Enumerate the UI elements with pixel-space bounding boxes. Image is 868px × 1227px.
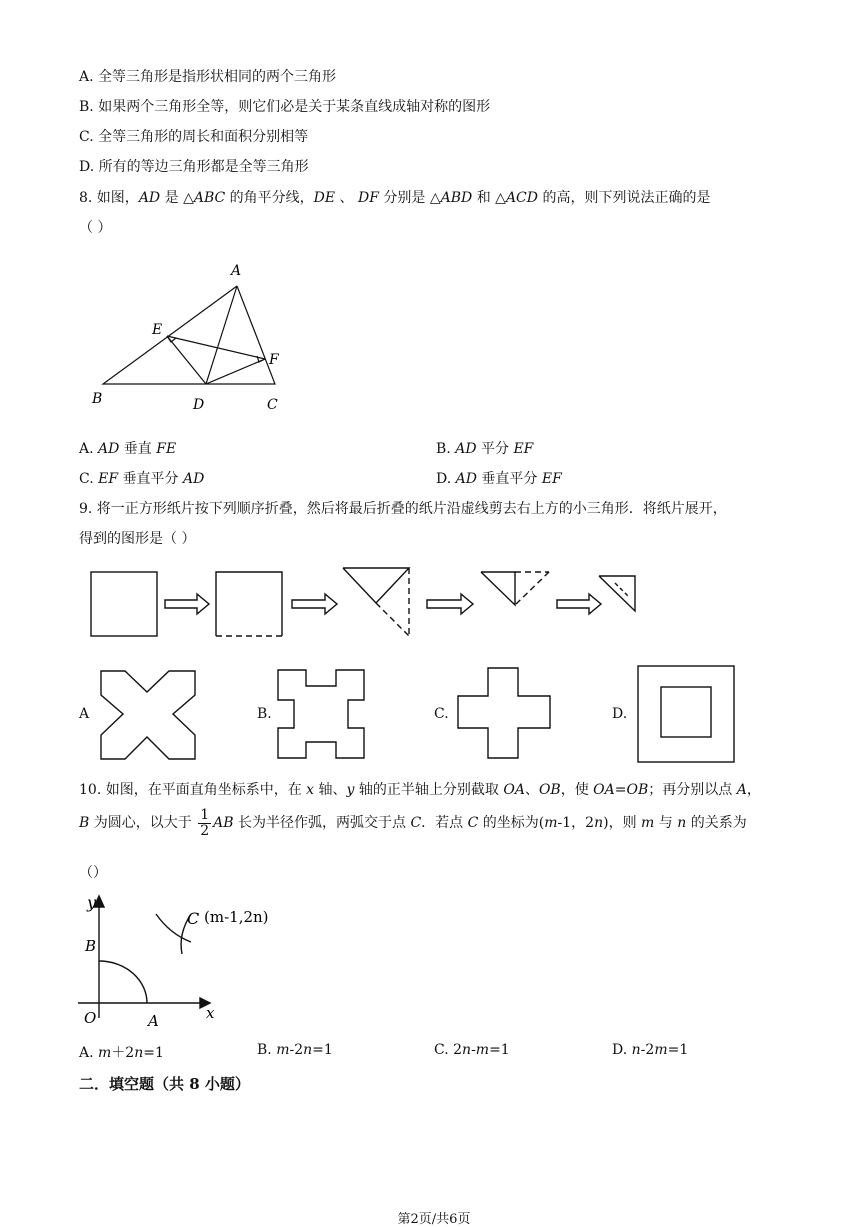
section-2-heading: 二．填空题（共 8 小题） — [79, 1075, 250, 1093]
q8-option-b: B. AD 平分 EF — [436, 441, 534, 457]
q8-number: 8. 如图， — [79, 190, 139, 206]
q8-text: 的角平分线， — [225, 190, 314, 206]
q9-step3-dashed — [376, 603, 409, 636]
q8-text: 和 — [472, 190, 496, 206]
q8-math-de: DE — [313, 190, 336, 206]
q10-coordinate-figure — [78, 890, 318, 1030]
q10-label-y: y — [87, 893, 97, 912]
q8-triangle-figure — [85, 258, 305, 418]
q10-label-x: x — [206, 1004, 215, 1022]
q9-step4-triangle — [481, 572, 515, 605]
q8-text: 的高，则下列说法正确的是 — [538, 190, 711, 206]
q10-label-a: A — [148, 1012, 159, 1030]
q10-answer-paren: （） — [79, 865, 107, 881]
q8-label-c: C — [267, 397, 278, 413]
q8-option-d: D. AD 垂直平分 EF — [436, 471, 562, 487]
q7-option-c: C. 全等三角形的周长和面积分别相等 — [79, 129, 309, 145]
q10-label-b: B — [85, 937, 97, 955]
q8-label-f: F — [269, 352, 279, 368]
q10-option-a: A. m＋2n=1 — [79, 1045, 164, 1061]
q8-label-d: D — [193, 397, 205, 413]
q9-option-a-shape — [99, 668, 199, 764]
q9-arrow-2 — [292, 594, 337, 614]
q9-option-c-shape — [456, 666, 552, 760]
q8-option-c: C. EF 垂直平分 AD — [79, 471, 205, 487]
q9-stem-line1: 9. 将一正方形纸片按下列顺序折叠，然后将最后折叠的纸片沿虚线剪去右上方的小三角形．将纸片展开， — [79, 501, 727, 517]
q8-text: 是 — [160, 190, 184, 206]
q8-text: 、 — [335, 190, 359, 206]
q8-option-a: A. AD 垂直 FE — [79, 441, 177, 457]
q8-math-acd: △ACD — [495, 190, 538, 206]
q10-option-d: D. n-2m=1 — [612, 1042, 689, 1058]
q8-answer-paren: （ ） — [79, 220, 112, 236]
q9-stem-line2: 得到的图形是（ ） — [79, 531, 196, 547]
q8-math-abd: △ABD — [429, 190, 473, 206]
q9-step5-triangle — [599, 576, 635, 611]
q10-option-b: B. m-2n=1 — [257, 1042, 333, 1058]
q9-option-b-shape — [276, 668, 370, 762]
q9-arrow-4 — [557, 594, 601, 614]
q10-fraction-half: $\frac{1}{2}$ — [200, 807, 210, 839]
q9-option-c-label: C. — [434, 706, 449, 722]
q8-label-e: E — [152, 322, 163, 338]
q7-option-b: B. 如果两个三角形全等，则它们必是关于某条直线成轴对称的图形 — [79, 99, 491, 115]
q8-text: 分别是 — [378, 190, 430, 206]
q10-option-c: C. 2n-m=1 — [434, 1042, 510, 1058]
q10-label-c: C — [187, 909, 200, 928]
page-footer: 第2页/共6页 — [397, 1212, 471, 1227]
q8-segment-ad — [206, 286, 237, 384]
q9-arrow-1 — [165, 594, 209, 614]
q10-arc-from-a — [156, 914, 191, 942]
q8-math-ad: AD — [138, 190, 161, 206]
q9-step1-square — [91, 572, 157, 636]
q8-label-a: A — [231, 263, 242, 279]
q10-label-c-coord: (m-1,2n) — [204, 908, 269, 926]
q10-label-o: O — [84, 1009, 97, 1027]
q9-step5-cut-line — [615, 583, 629, 597]
q7-option-a: A. 全等三角形是指形状相同的两个三角形 — [79, 69, 337, 85]
q8-triangle-abc — [103, 286, 275, 384]
q8-label-b: B — [92, 391, 103, 407]
q9-arrow-3 — [427, 594, 473, 614]
q9-option-a-label: A — [79, 706, 90, 722]
q9-folding-sequence — [85, 565, 655, 645]
q10-stem-line2: B 为圆心，以大于 $\frac{1}{2}$ AB 长为半径作弧，两弧交于点 C．若点 C 的坐标为(m-1，2n)，则 m 与 n 的关系为 — [79, 807, 747, 839]
q9-step2-square — [216, 572, 282, 636]
q8-stem — [79, 187, 710, 207]
q9-step3-triangle — [343, 568, 409, 603]
q9-option-d-label: D. — [612, 706, 628, 722]
q9-option-d-shape — [636, 664, 736, 764]
q8-segment-df — [206, 359, 265, 384]
q10-stem-line1: 10. 如图，在平面直角坐标系中，在 x 轴、y 轴的正半轴上分别截取 OA、OB，使 OA=OB；再分别以点 A， — [79, 782, 761, 798]
q8-math-df: DF — [358, 190, 379, 206]
q8-math-abc: △ABC — [183, 190, 226, 206]
q8-segment-ef — [167, 336, 265, 359]
q7-option-d: D. 所有的等边三角形都是全等三角形 — [79, 159, 309, 175]
q9-step4-dashed-diag — [515, 572, 549, 605]
q10-arc-ab — [99, 961, 147, 1003]
q9-option-b-label: B. — [257, 706, 272, 722]
